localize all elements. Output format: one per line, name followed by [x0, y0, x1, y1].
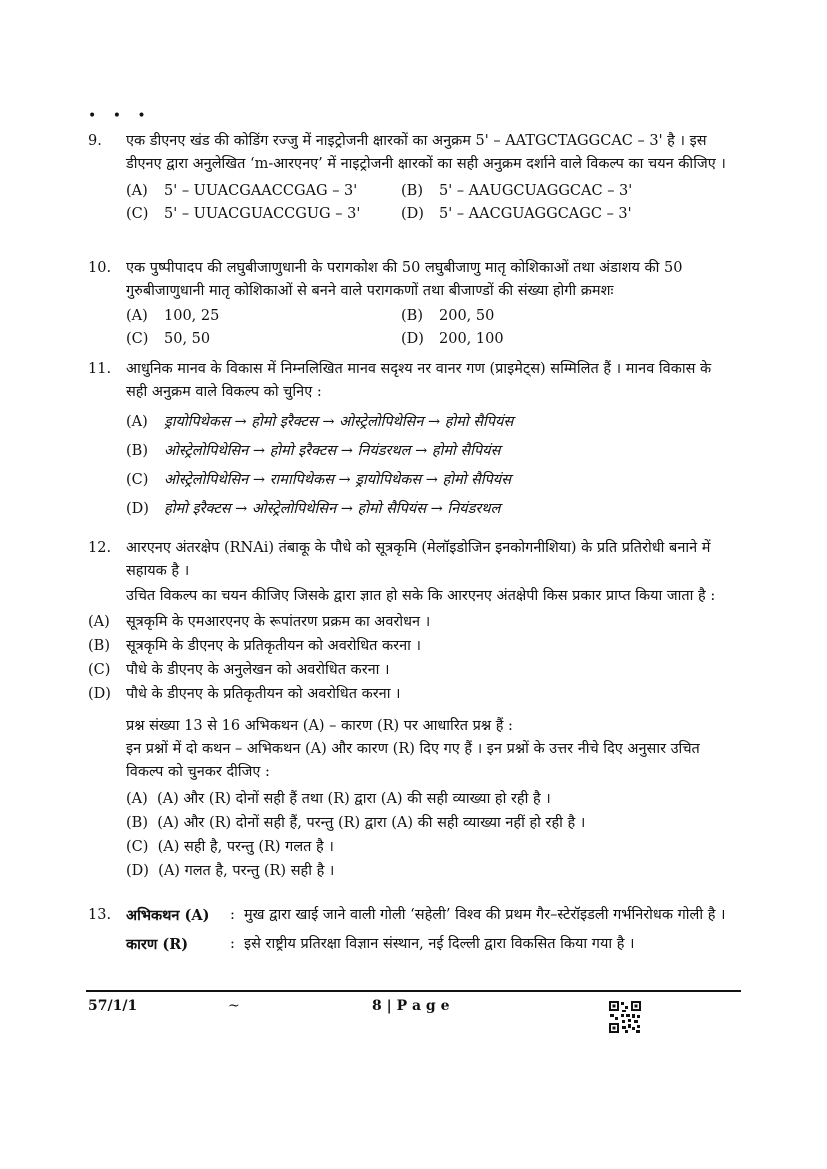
question-number: 13. [88, 907, 112, 923]
option-b: (B) सूत्रकृमि के डीएनए के प्रतिकृतीयन को अवरोधित करना । [88, 638, 422, 654]
options-grid [126, 180, 728, 226]
option-c: (C) (A) सही है, परन्तु (R) गलत है । [126, 839, 334, 855]
assertion-label: अभिकथन (A) [126, 907, 210, 924]
assertion-text: मुख द्वारा खाई जाने वाली गोली ‘सहेली’ विश्व की प्रथम गैर–स्टेरॉइडली गर्भनिरोधक गोली है । [244, 907, 726, 923]
assertion-colon: : [230, 907, 235, 923]
option-d: (D) होमो इरैक्टस → ओस्ट्रेलोपिथेसिन → होमो सैपियंस → नियंडरथल [126, 501, 501, 517]
section-text: इन प्रश्नों में दो कथन – अभिकथन (A) और कारण (R) दिए गए हैं । इन प्रश्नों के उत्तर नीचे दिए अनुसार उचित विकल्प को चुनकर दीजिए : [126, 741, 700, 780]
option-a: (A) (A) और (R) दोनों सही हैं तथा (R) द्वारा (A) की सही व्याख्या हो रही है । [126, 791, 551, 807]
option-d: (D) (A) गलत है, परन्तु (R) सही है । [126, 863, 335, 879]
reason-row [126, 933, 728, 956]
option-d: (D) 200, 100 [401, 331, 504, 347]
options-grid [126, 305, 728, 351]
option-c: (C) 5' – UUACGUACCGUG – 3' [126, 206, 361, 222]
options-list [88, 610, 728, 706]
question-13 [88, 904, 728, 956]
option-c: (C) ओस्ट्रेलोपिथेसिन → रामापिथेकस → ड्रायोपिथेकस → होमो सैपियंस [126, 472, 512, 488]
question-number: 11. [88, 361, 112, 377]
option-c: (C) पौधे के डीएनए के अनुलेखन को अवरोधित करना । [88, 662, 390, 678]
question-text: आधुनिक मानव के विकास में निम्नलिखित मानव सदृश्य नर वानर गण (प्राइमेट्स) सम्मिलित हैं । मानव विकास के सही अनुक्रम वाले विकल्प को चुनिए : [126, 361, 712, 400]
question-10 [88, 257, 728, 351]
option-d: (D) 5' – AACGUAGGCAGC – 3' [401, 206, 632, 222]
reason-colon: : [230, 936, 235, 952]
option-d: (D) पौधे के डीएनए के प्रतिकृतीयन को अवरोधित करना । [88, 686, 401, 702]
footer-divider [86, 990, 741, 992]
page-dots: • • • [88, 108, 152, 124]
option-b: (B) (A) और (R) दोनों सही हैं, परन्तु (R) द्वारा (A) की सही व्याख्या नहीं हो रही है । [126, 815, 586, 831]
question-12 [88, 537, 728, 706]
option-c: (C) 50, 50 [126, 331, 211, 347]
option-b: (B) 5' – AAUGCUAGGCAC – 3' [401, 183, 633, 199]
footer-tilde: ~ [228, 998, 240, 1014]
option-b: (B) 200, 50 [401, 308, 495, 324]
options-list [126, 787, 736, 883]
question-number: 10. [88, 260, 112, 276]
question-9 [88, 130, 728, 226]
option-b: (B) ओस्ट्रेलोपिथेसिन → होमो इरैक्टस → नियंडरथल → होमो सैपियंस [126, 443, 501, 459]
option-a: (A) ड्रायोपिथेकस → होमो इरैक्टस → ओस्ट्रेलोपिथेसिन → होमो सैपियंस [126, 414, 514, 430]
options-list [126, 408, 728, 524]
option-a: (A) 100, 25 [126, 308, 220, 324]
assertion-row [126, 904, 728, 927]
question-text: आरएनए अंतरक्षेप (RNAi) तंबाकू के पौधे को सूत्रकृमि (मेलॉइडोजिन इनकोगनीशिया) के प्रति प्रतिरोधी बनाने में सहायक है । [126, 540, 711, 579]
option-a: (A) सूत्रकृमि के एमआरएनए के रूपांतरण प्रक्रम का अवरोधन । [88, 614, 431, 630]
question-text: एक डीएनए खंड की कोडिंग रज्जु में नाइट्रोजनी क्षारकों का अनुक्रम 5' – AATGCTAGGCAC – 3' है । इस डीएनए द्वारा अनुलेखित ‘m-आरएनए’ में नाइट्रोजनी क्षारकों का सही अनुक्रम दर्शाने वाले विकल्प का चयन कीजिए । [126, 133, 726, 172]
reason-text: इसे राष्ट्रीय प्रतिरक्षा विज्ञान संस्थान, नई दिल्ली द्वारा विकसित किया गया है । [244, 936, 635, 952]
question-number: 9. [88, 133, 102, 149]
question-number: 12. [88, 540, 112, 556]
paper-code: 57/1/1 [88, 998, 138, 1014]
question-11 [88, 358, 728, 524]
question-instruction: उचित विकल्प का चयन कीजिए जिसके द्वारा ज्ञात हो सके कि आरएनए अंतक्षेपी किस प्रकार प्राप्त किया जाता है : [126, 588, 716, 604]
section-heading: प्रश्न संख्या 13 से 16 अभिकथन (A) – कारण (R) पर आधारित प्रश्न हैं : [126, 718, 513, 734]
page-number: 8 | P a g e [372, 998, 450, 1014]
qr-code-icon [608, 1000, 642, 1034]
reason-label: कारण (R) [126, 936, 189, 953]
option-a: (A) 5' – UUACGAACCGAG – 3' [126, 183, 358, 199]
question-text: एक पुष्पीपादप की लघुबीजाणुधानी के परागकोश की 50 लघुबीजाणु मातृ कोशिकाओं तथा अंडाशय की 50 गुरुबीजाणुधानी मातृ कोशिकाओं से बनने वाले परागकणों तथा बीजाण्डों की संख्या होगी क्रमशः [126, 260, 683, 299]
assertion-reason-instructions [126, 715, 736, 883]
